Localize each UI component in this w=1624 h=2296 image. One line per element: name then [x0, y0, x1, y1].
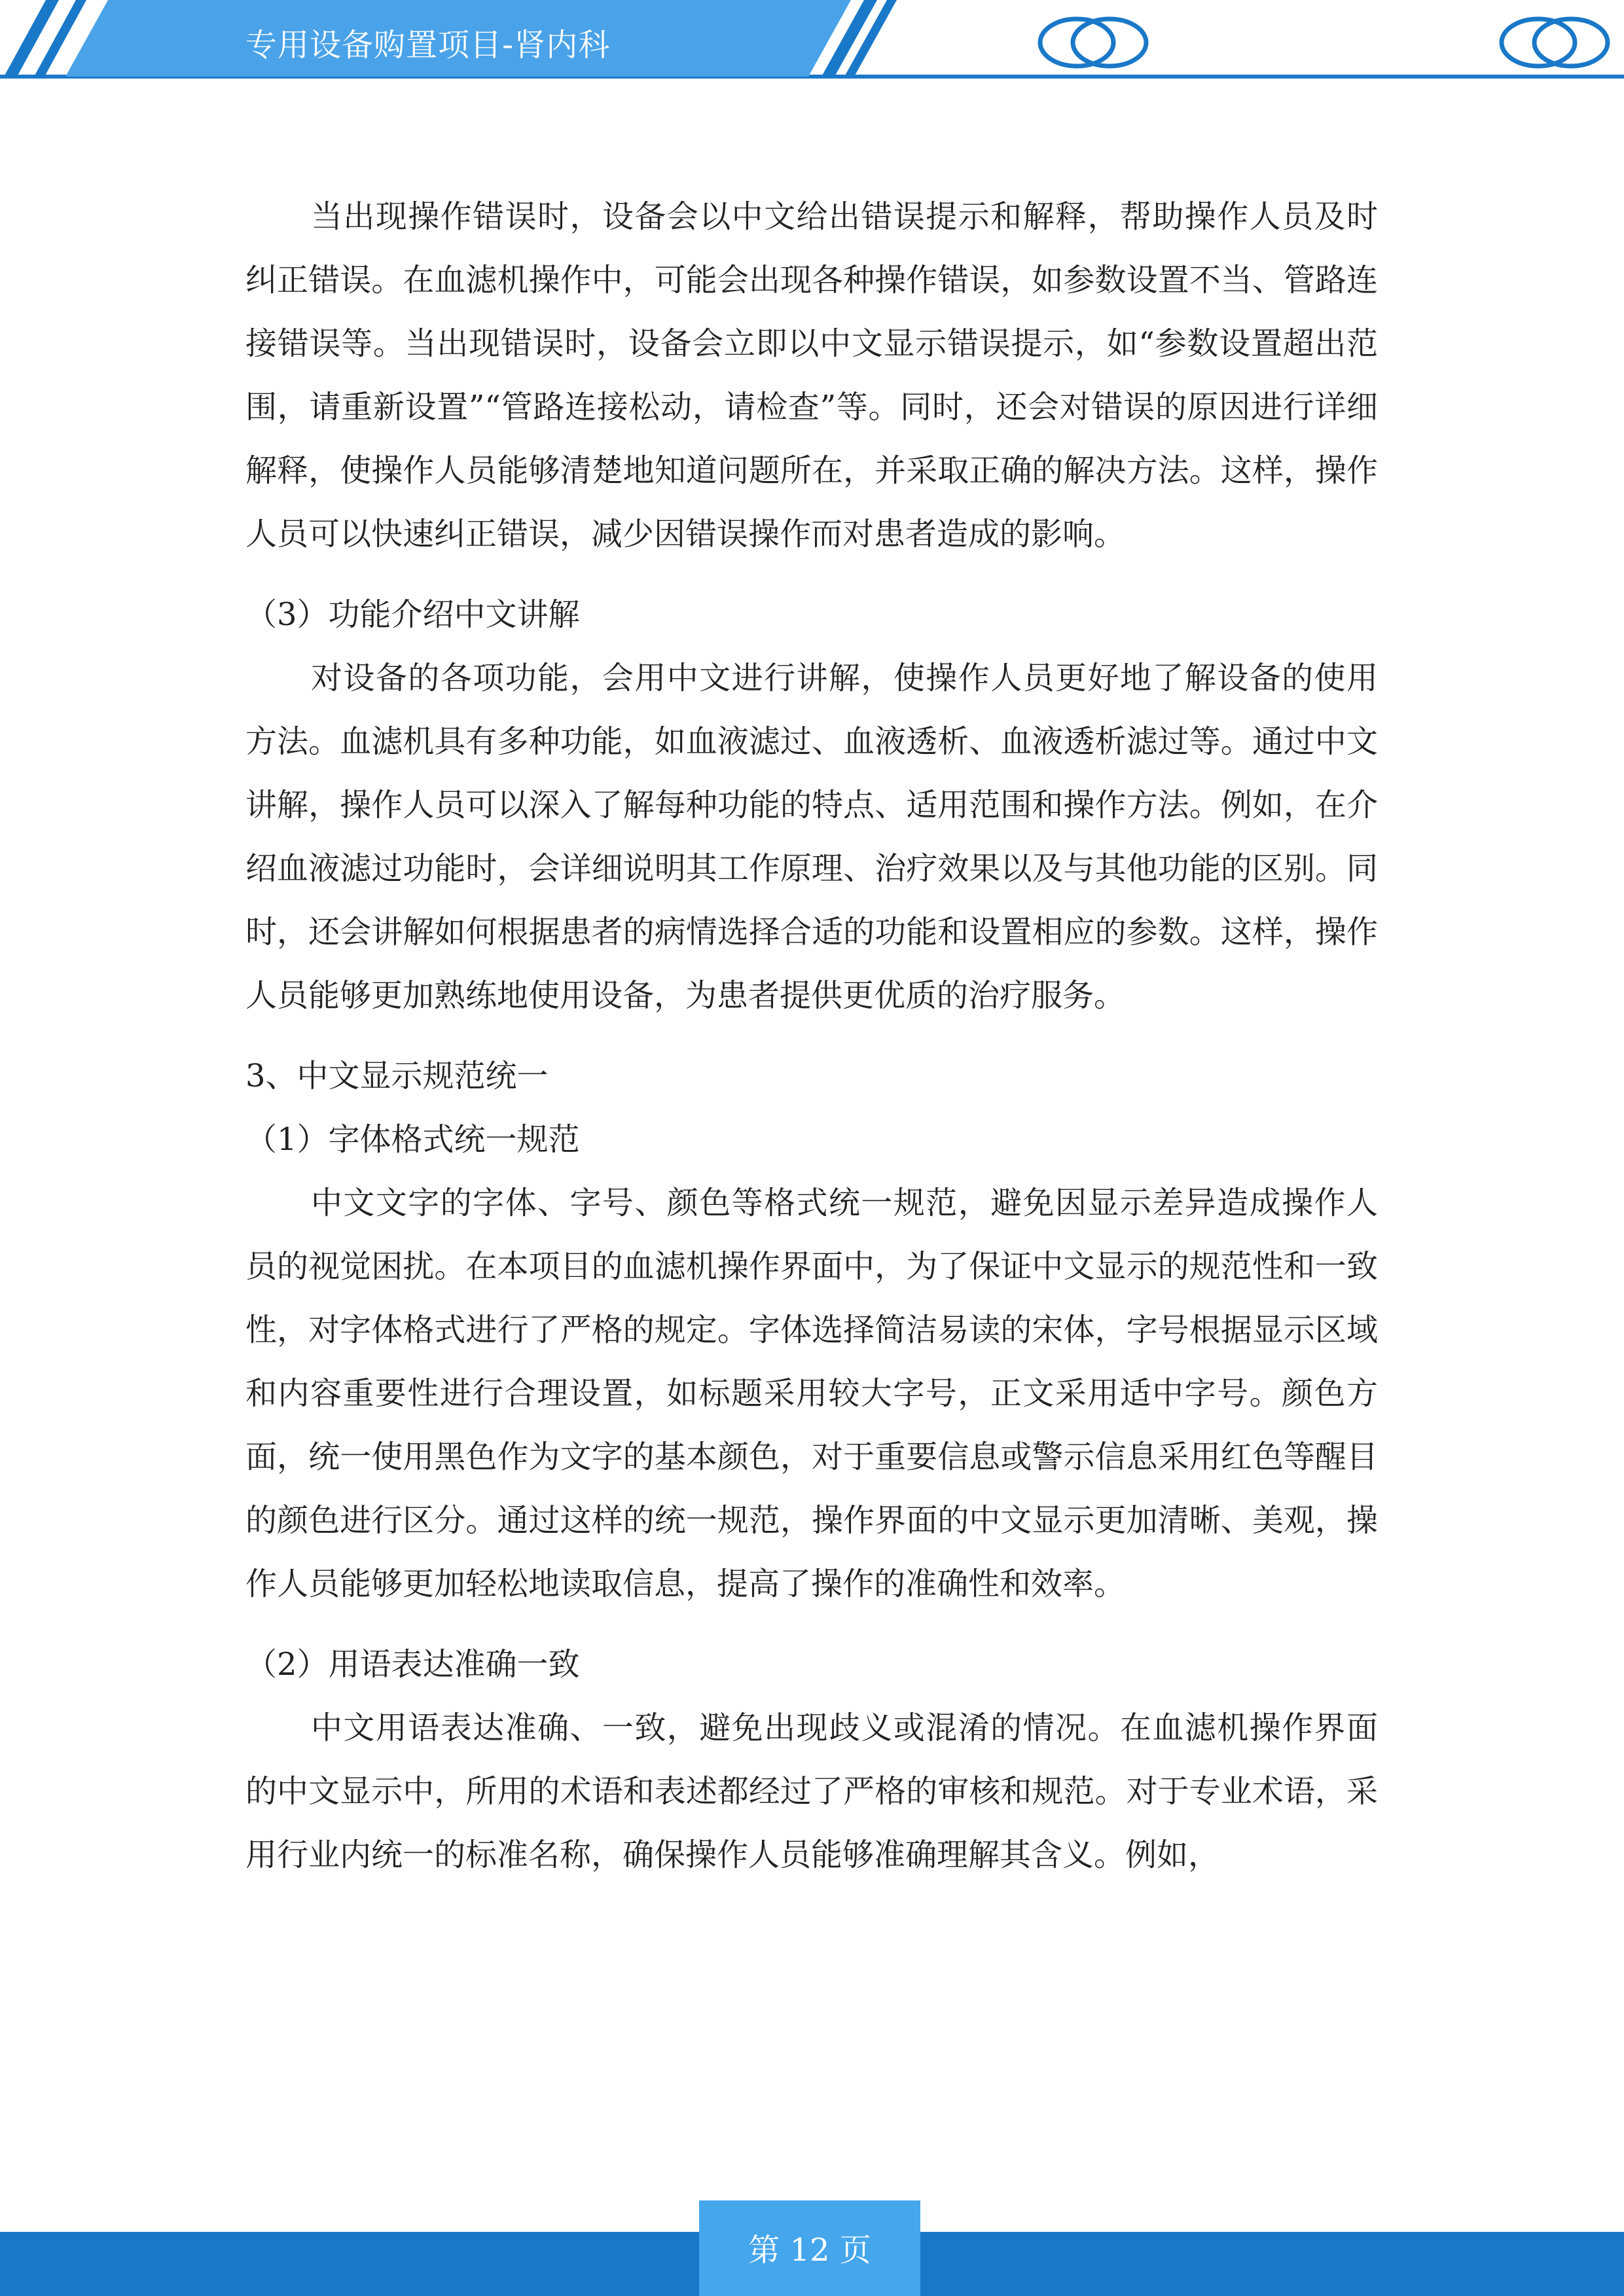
document-body	[245, 185, 1378, 1887]
spacer	[245, 566, 1378, 583]
paragraph-function-intro: 对设备的各项功能，会用中文进行讲解，使操作人员更好地了解设备的使用方法。血滤机具有多种功能，如血液滤过、血液透析、血液透析滤过等。通过中文讲解，操作人员可以深入了解每种功能的特点、适用范围和操作方法。例如，在介绍血液滤过功能时，会详细说明其工作原理、治疗效果以及与其他功能的区别。同时，还会讲解如何根据患者的病情选择合适的功能和设置相应的参数。这样，操作人员能够更加熟练地使用设备，为患者提供更优质的治疗服务。	[245, 660, 1378, 1014]
spacer	[245, 1616, 1378, 1633]
page-number: 第 12 页	[748, 2232, 871, 2269]
section-heading-display-standard: 3、中文显示规范统一	[245, 1058, 549, 1094]
subheading-function-intro: （3）功能介绍中文讲解	[245, 596, 580, 633]
subheading-terminology: （2）用语表达准确一致	[245, 1646, 580, 1683]
double-rings-icon	[1034, 13, 1152, 72]
paragraph-font-format: 中文文字的字体、字号、颜色等格式统一规范，避免因显示差异造成操作人员的视觉困扰。在本项目的血滤机操作界面中，为了保证中文显示的规范性和一致性，对字体格式进行了严格的规定。字体选择简洁易读的宋体，字号根据显示区域和内容重要性进行合理设置，如标题采用较大字号，正文采用适中字号。颜色方面，统一使用黑色作为文字的基本颜色，对于重要信息或警示信息采用红色等醒目的颜色进行区分。通过这样的统一规范，操作界面的中文显示更加清晰、美观，操作人员能够更加轻松地读取信息，提高了操作的准确性和效率。	[245, 1185, 1378, 1602]
page-header	[0, 0, 1624, 88]
paragraph-error-hints: 当出现操作错误时，设备会以中文给出错误提示和解释，帮助操作人员及时纠正错误。在血滤机操作中，可能会出现各种操作错误，如参数设置不当、管路连接错误等。当出现错误时，设备会立即以中文显示错误提示，如“参数设置超出范围，请重新设置”“管路连接松动，请检查”等。同时，还会对错误的原因进行详细解释，使操作人员能够清楚地知道问题所在，并采取正确的解决方法。这样，操作人员可以快速纠正错误，减少因错误操作而对患者造成的影响。	[245, 198, 1378, 552]
subheading-font-format: （1）字体格式统一规范	[245, 1121, 580, 1158]
header-title: 专用设备购置项目-肾内科	[245, 27, 611, 63]
paragraph-terminology: 中文用语表达准确、一致，避免出现歧义或混淆的情况。在血滤机操作界面的中文显示中，所用的术语和表述都经过了严格的审核和规范。对于专业术语，采用行业内统一的标准名称，确保操作人员能够准确理解其含义。例如，	[245, 1710, 1378, 1873]
header-banner-graphic	[0, 0, 1624, 88]
spacer	[245, 1028, 1378, 1045]
double-rings-icon	[1496, 13, 1614, 72]
